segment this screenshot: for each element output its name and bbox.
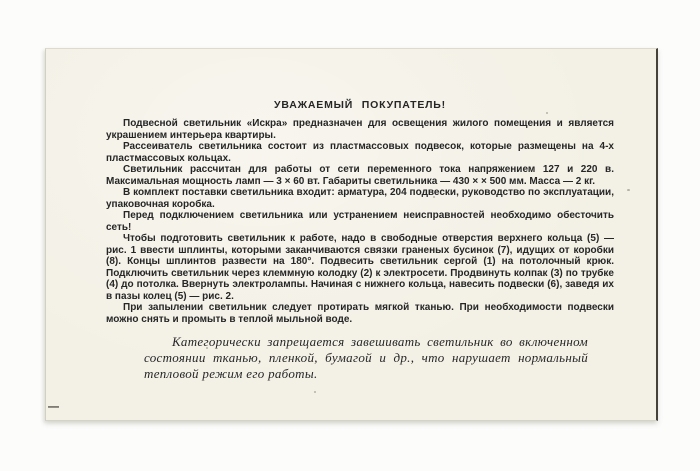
document-title: УВАЖАЕМЫЙ ПОКУПАТЕЛЬ!: [274, 99, 446, 111]
paragraph-specs: Светильник рассчитан для работы от сети переменного тока напряжением 127 и 220 в. Максимальная мощность ламп — 3 × 60 вт. Габариты светильника — 430 × × 500 мм. Масса — 2 кг.: [106, 164, 614, 187]
paper-speck: [546, 112, 548, 114]
corner-dash-mark: —: [48, 401, 59, 413]
paragraph-assembly-instructions: Чтобы подготовить светильник к работе, надо в свободные отверстия верхнего кольца (5) — рис. 1 ввести шплинты, которыми заканчиваются связки граненых бусинок (7), идущих от коробки (8). Концы шплинтов развести на 180°. Подвесить светильник сергой (1) на потолочный крюк. Подключить светильник через клеммную колодку (2) к электросети. Продвинуть колпак (3) по трубке (4) до потолка. Ввернуть электролампы. Начиная с нижнего кольца, навесить подвески (6), заведя их в пазы колец (5) — рис. 2.: [106, 233, 614, 302]
leaflet-text-block: [106, 99, 614, 382]
warning-text: Категорически запрещается завешивать светильник во включенном состоянии тканью, пленкой, бумагой и др., что нарушает нормальный тепловой режим его работы.: [144, 334, 588, 381]
paragraph-purpose: Подвесной светильник «Искра» предназначен для освещения жилого помещения и является украшением интерьера квартиры.: [106, 118, 614, 141]
instruction-leaflet-page: [45, 48, 658, 421]
paragraph-package-contents: В комплект поставки светильника входит: арматура, 204 подвески, руководство по эксплуатации, упаковочная коробка.: [106, 187, 614, 210]
paragraph-diffuser: Рассеиватель светильника состоит из пластмассовых подвесок, которые размещены на 4-х пластмассовых кольцах.: [106, 141, 614, 164]
paragraph-safety-note: Перед подключением светильника или устранением неисправностей необходимо обесточить сеть!: [106, 210, 614, 233]
paper-speck: [314, 391, 316, 393]
paper-speck: [627, 189, 630, 191]
paper-speck: [433, 196, 435, 198]
paragraph-care: При запылении светильник следует протирать мягкой тканью. При необходимости подвески можно снять и промыть в теплой мыльной воде.: [106, 302, 614, 325]
paper-speck: [206, 347, 208, 349]
